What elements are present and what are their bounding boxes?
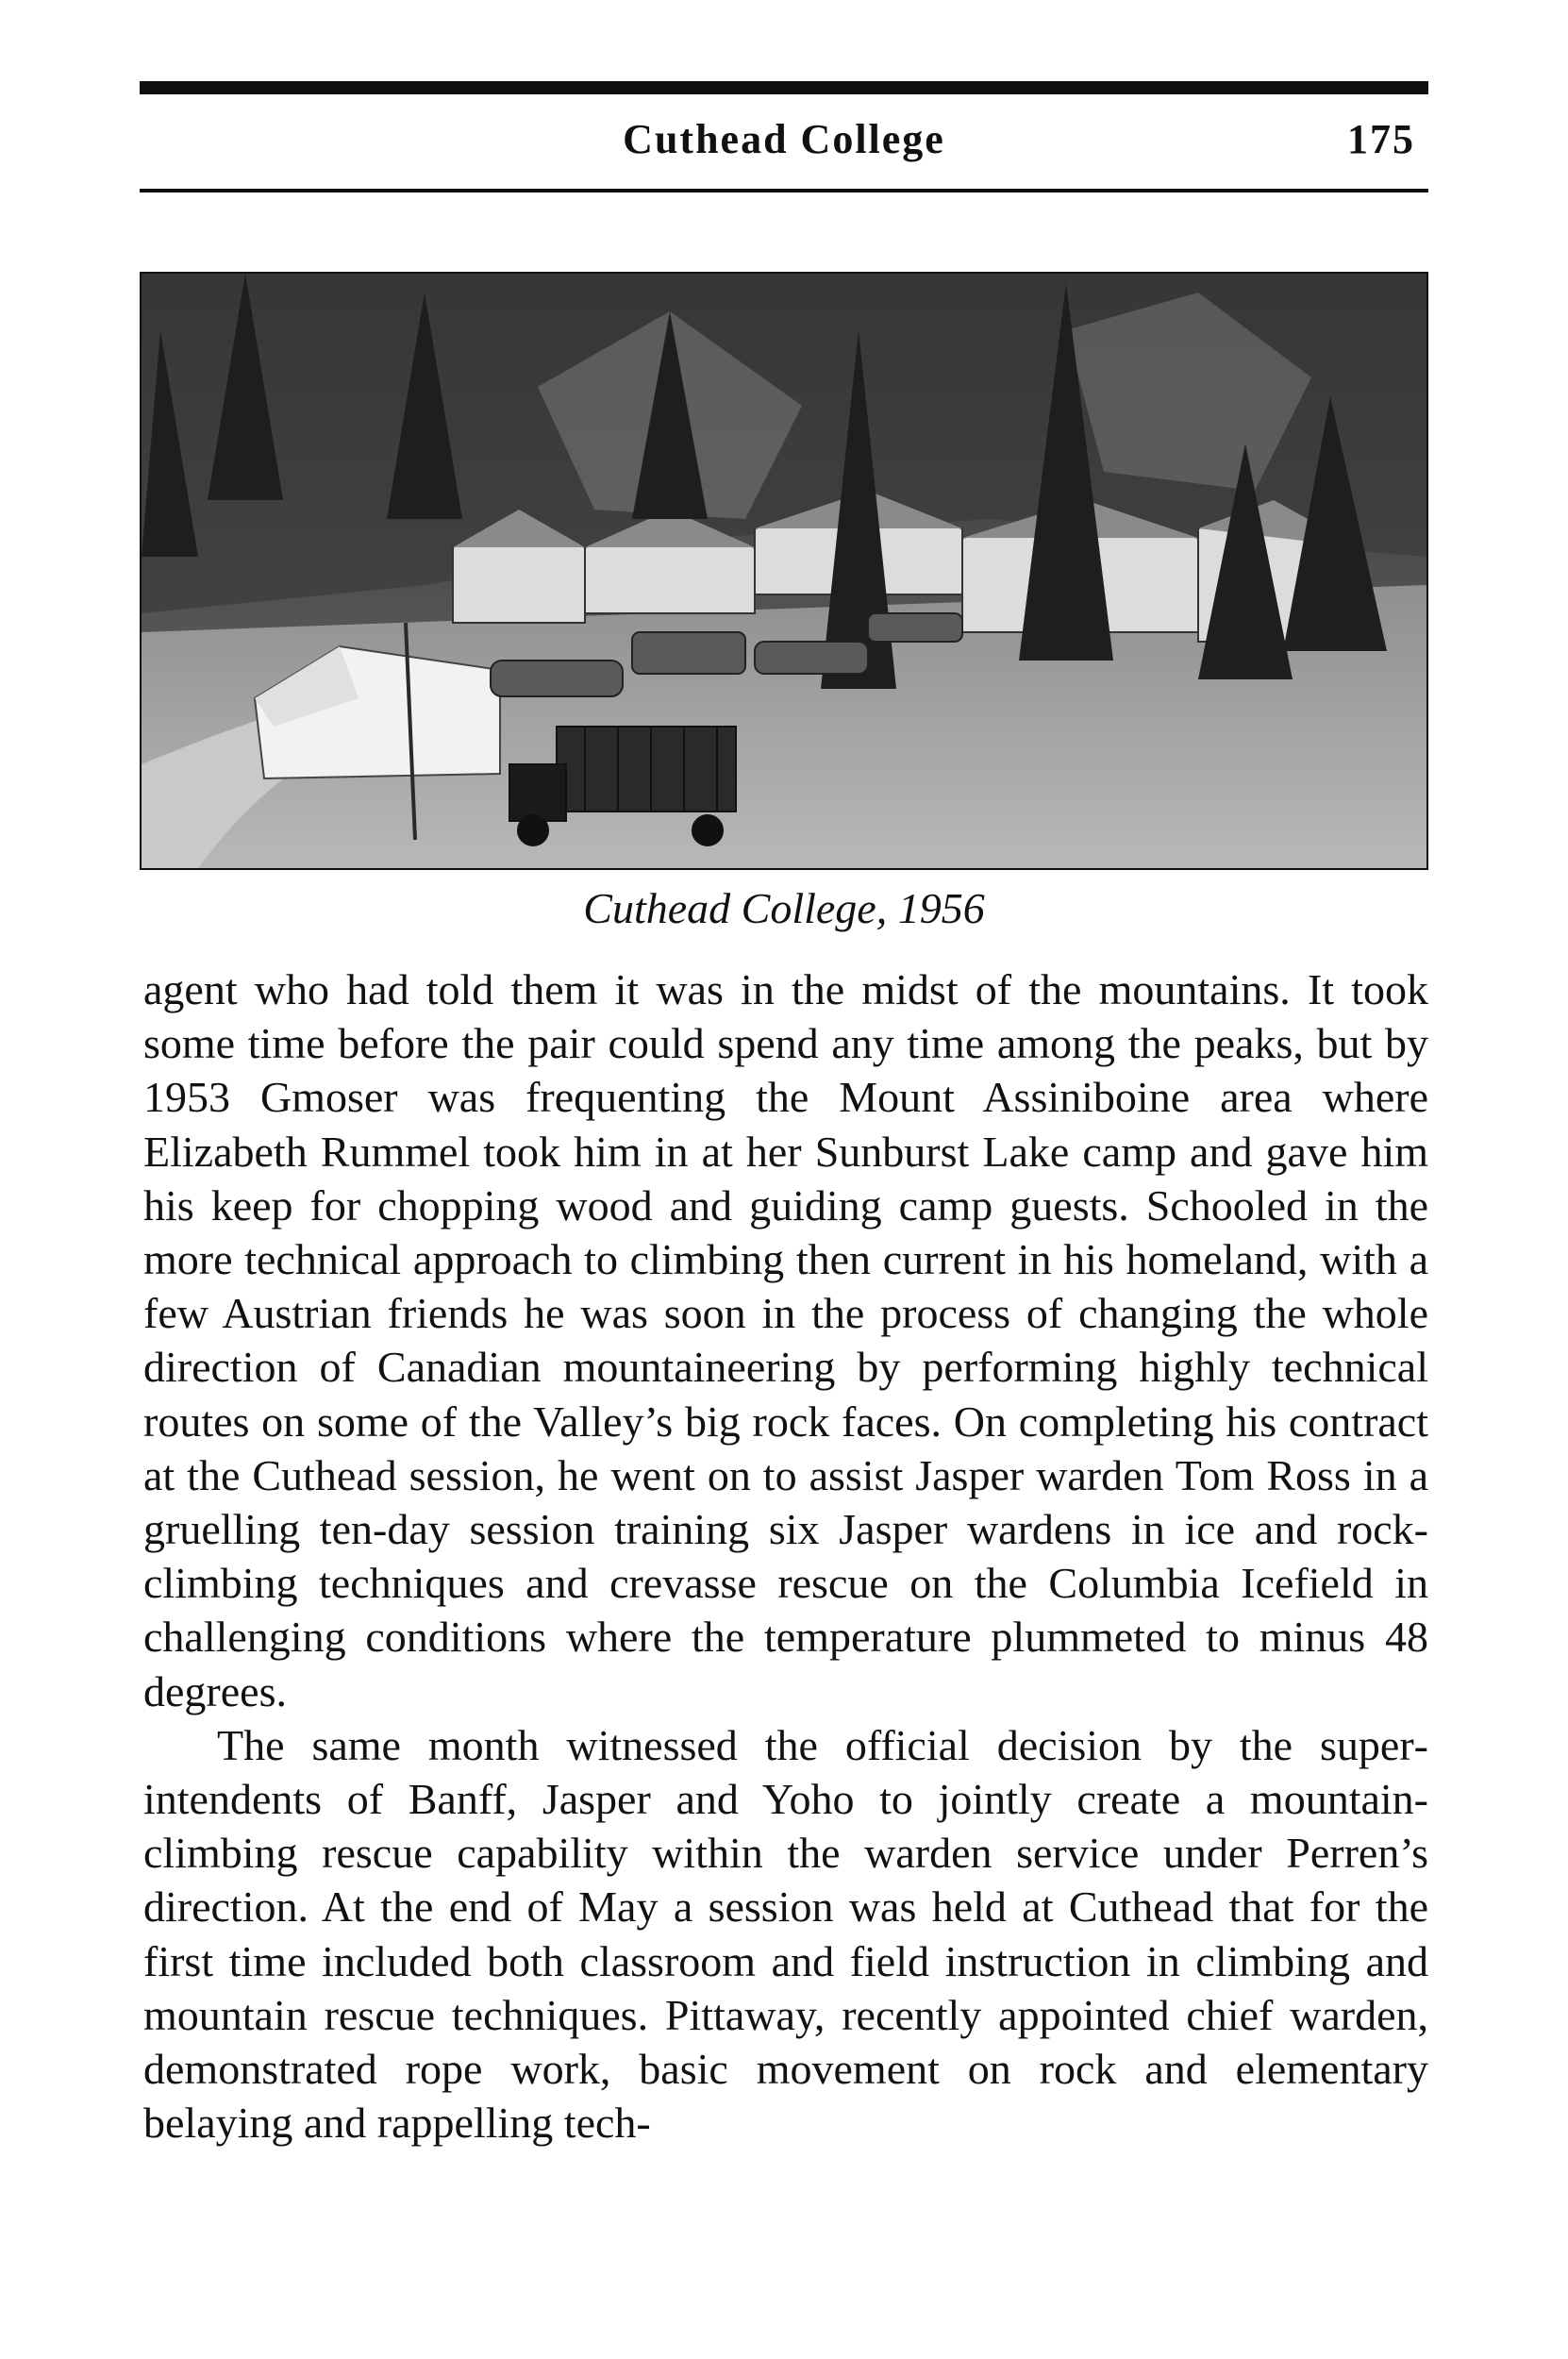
body-text [143, 962, 1428, 2150]
top-rule [140, 81, 1428, 94]
photograph [140, 272, 1428, 870]
header-rule [140, 189, 1428, 192]
page-number: 175 [1347, 116, 1415, 162]
figure-caption: Cuthead College, 1956 [583, 884, 985, 932]
paragraph: The same month witnessed the official decision by the superintendents of Banff, Jasper and Yoho to jointly create a mountain-climbing rescue capability within the warden service under Perren’s direction. At the end of May a session was held at Cuthead that for the first time included both classroom and field instruction in climbing and mountain rescue techniques. Pittaway, recently appointed chief warden, demonstrated rope work, basic movement on rock and elementary belaying and rappelling tech- [143, 1720, 1428, 2148]
paragraph: agent who had told them it was in the midst of the mountains. It took some time before the pair could spend any time among the peaks, but by 1953 Gmoser was frequenting the Mount Assiniboine area where Elizabeth Rummel took him in at her Sunburst Lake camp and gave him his keep for chopping wood and guiding camp guests. Schooled in the more technical approach to climbing then current in his homeland, with a few Austrian friends he was soon in the process of changing the whole direction of Canadian mountaineering by performing highly technical routes on some of the Valley’s big rock faces. On completing his contract at the Cuthead session, he went on to assist Jasper warden Tom Ross in a gruelling ten-day session training six Jasper wardens in ice and rock-climbing techniques and crevasse rescue on the Columbia Icefield in challenging conditions where the temperature plummeted to minus 48 degrees. [143, 965, 1428, 1715]
running-head [140, 111, 1428, 168]
running-title: Cuthead College [623, 116, 945, 162]
